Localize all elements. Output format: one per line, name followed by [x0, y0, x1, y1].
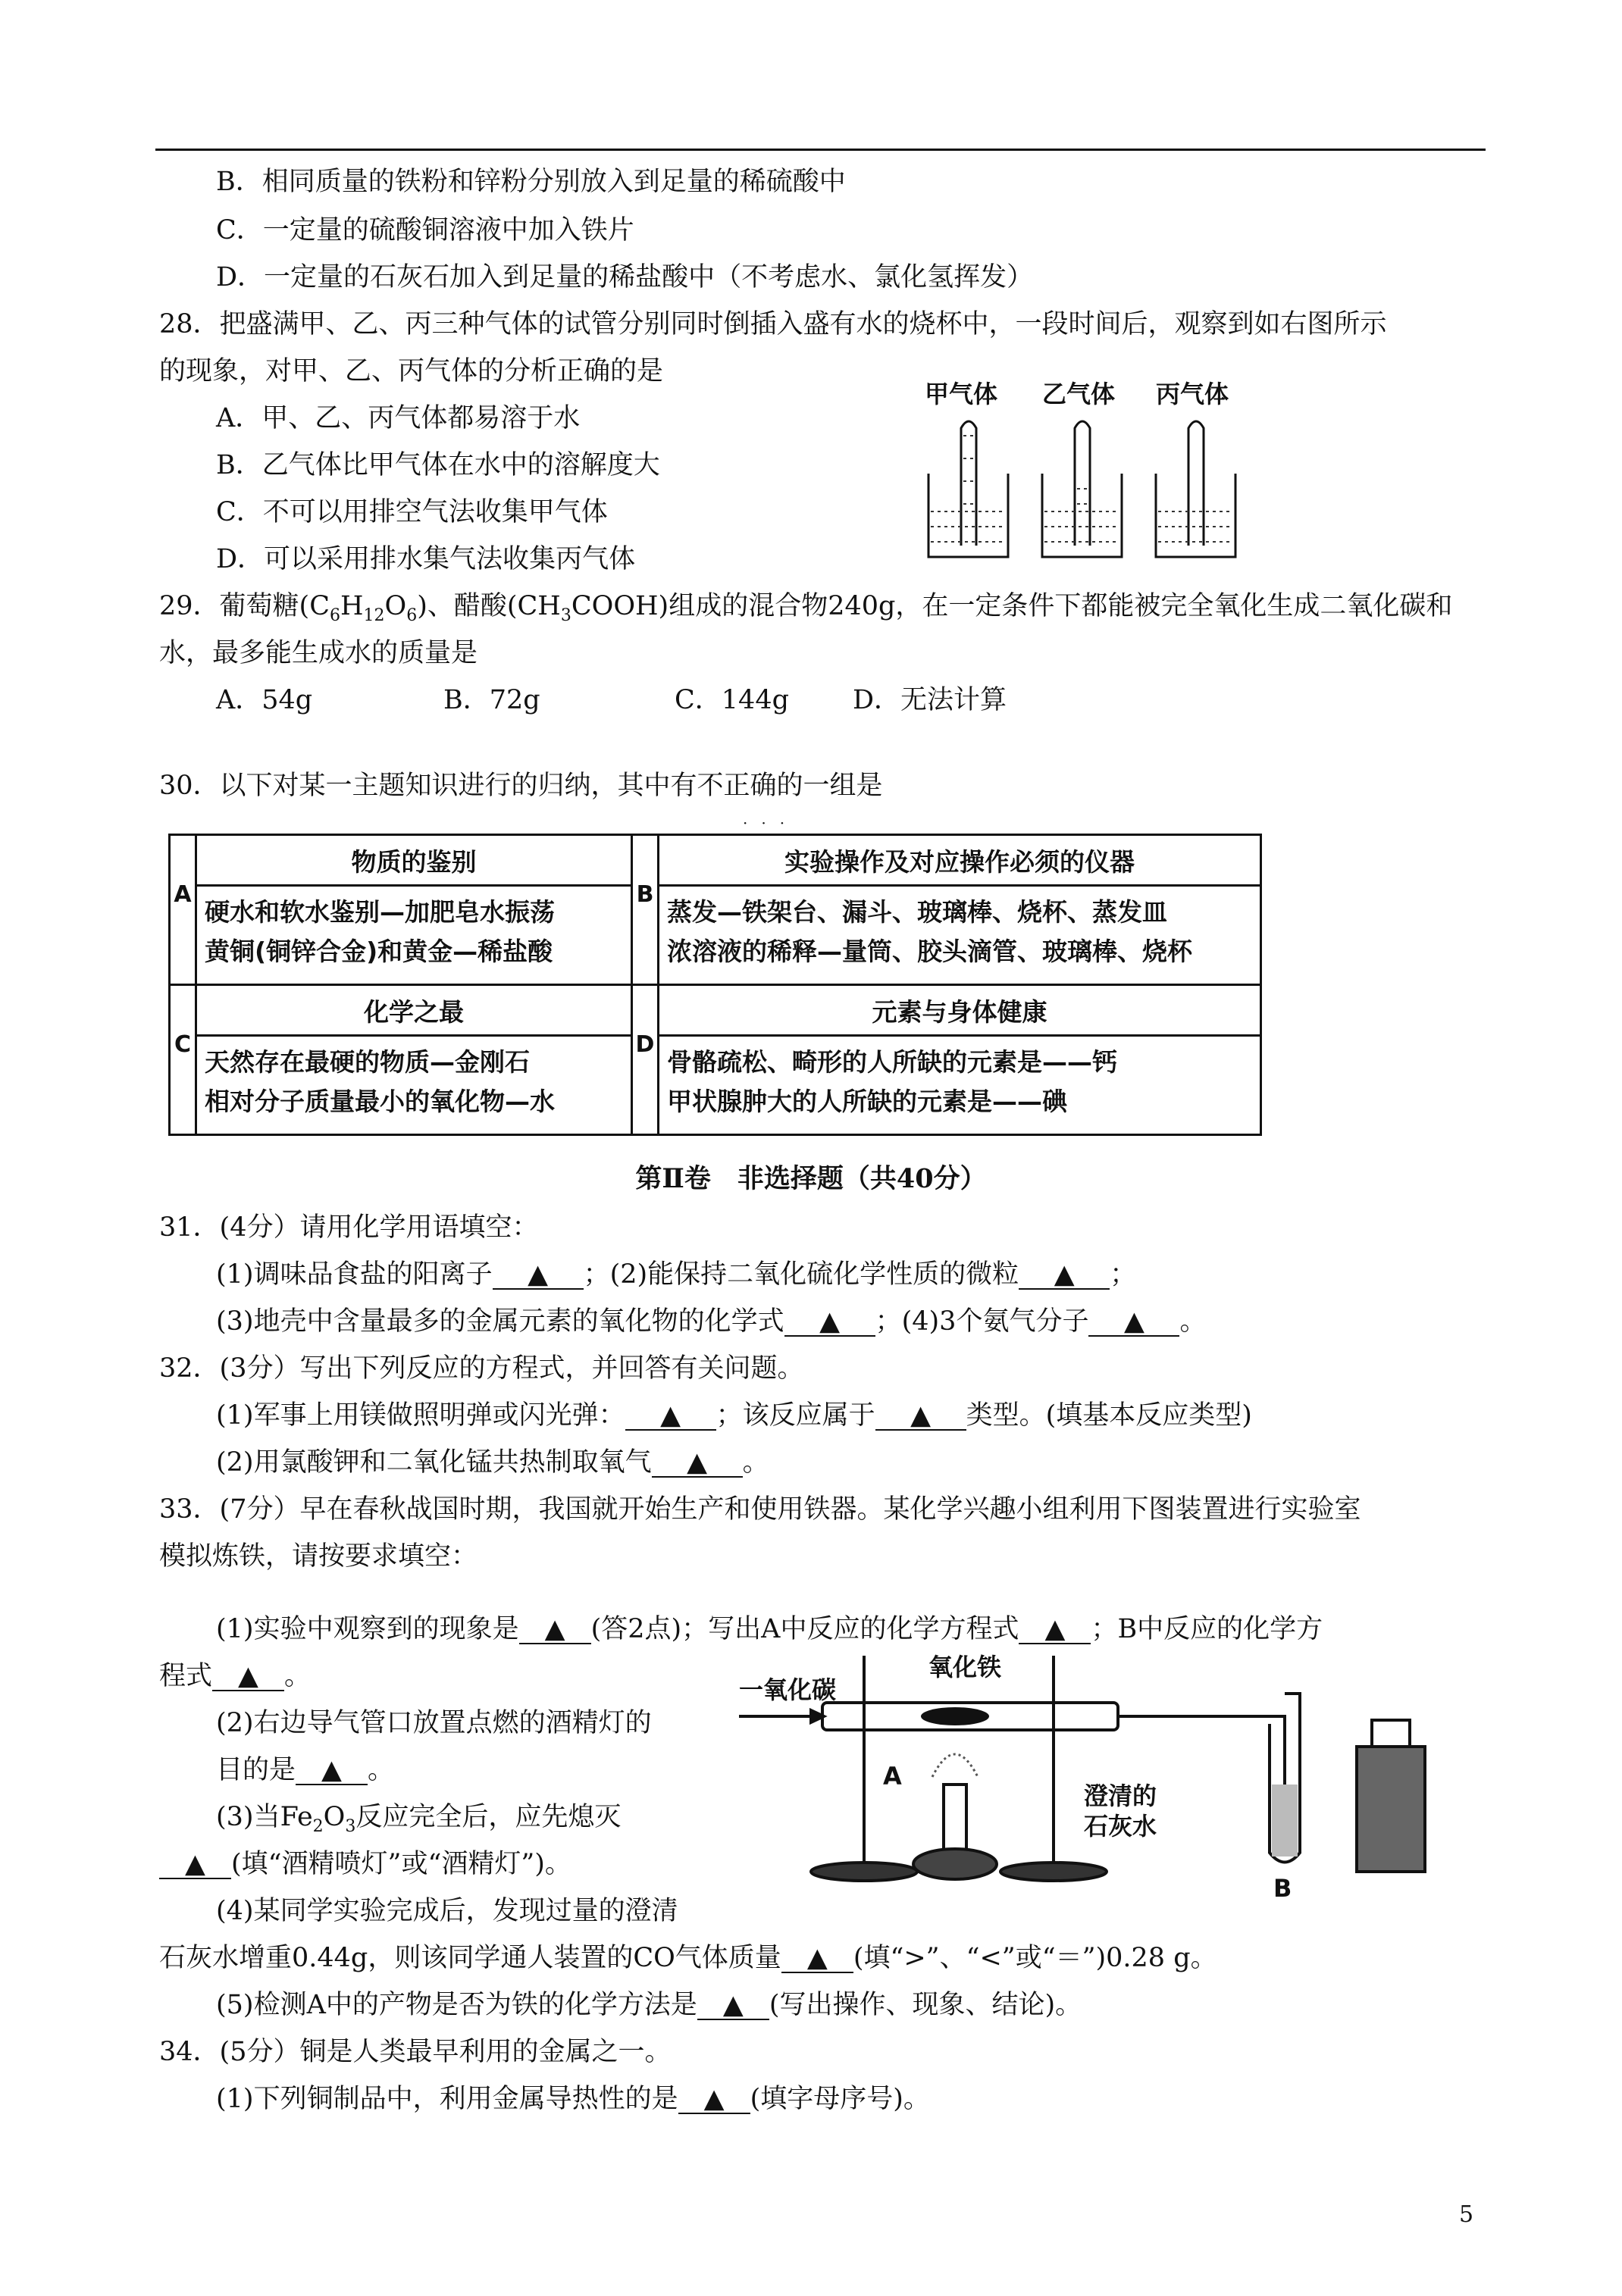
- q33-part4-cont: 石灰水增重0.44g，则该同学通人装置的CO气体质量 ▲ (填“>”、“<”或“＝”)0.28 g。: [159, 1943, 1217, 1973]
- cell-head-b: 实验操作及对应操作必须的仪器: [659, 835, 1261, 886]
- q27-option-b: B．相同质量的铁粉和锌粉分别放入到足量的稀硫酸中: [216, 167, 846, 197]
- q27-option-d: D．一定量的石灰石加入到足量的稀盐酸中（不考虑水、氯化氢挥发）: [216, 262, 1034, 292]
- label-limewater: 澄清的 石灰水: [1084, 1781, 1157, 1841]
- answer-blank[interactable]: ▲: [1088, 1308, 1179, 1337]
- q33-stem-line2: 模拟炼铁，请按要求填空：: [159, 1541, 478, 1572]
- answer-blank[interactable]: ▲: [781, 1944, 853, 1973]
- q31-stem: 31．(4分）请用化学用语填空：: [159, 1212, 539, 1243]
- q32-line2: (2)用氯酸钾和二氧化锰共热制取氧气 ▲ 。: [216, 1447, 769, 1478]
- q28-option-b: B．乙气体比甲气体在水中的溶解度大: [216, 450, 660, 480]
- cell-head-c: 化学之最: [196, 985, 632, 1036]
- q28-stem-line2: 的现象，对甲、乙、丙气体的分析正确的是: [159, 356, 664, 386]
- q33-part1-cont: 程式 ▲ 。: [159, 1661, 312, 1691]
- q30-knowledge-table: [168, 834, 1262, 1136]
- q28-option-d: D．可以采用排水集气法收集丙气体: [216, 544, 636, 574]
- label-a: A: [883, 1762, 902, 1791]
- q33-part4: (4)某同学实验完成后，发现过量的澄清: [216, 1896, 678, 1926]
- label-iron-oxide: 氧化铁: [928, 1653, 1002, 1681]
- q33-part2-cont: 目的是 ▲ 。: [216, 1755, 395, 1785]
- q34-stem: 34．(5分）铜是人类最早利用的金属之一。: [159, 2037, 672, 2067]
- q34-line1: (1)下列铜制品中，利用金属导热性的是 ▲ (填字母序号)。: [216, 2084, 930, 2114]
- q29-stem-line2: 水，最多能生成水的质量是: [159, 638, 478, 668]
- answer-blank[interactable]: ▲: [678, 2085, 750, 2114]
- q32-line1: (1)军事上用镁做照明弹或闪光弹： ▲ ；该反应属于 ▲ 类型。(填基本反应类型): [216, 1400, 1252, 1431]
- ironmaking-apparatus-figure: [739, 1648, 1444, 1906]
- q27-option-c: C．一定量的硫酸铜溶液中加入铁片: [216, 215, 634, 246]
- q29-option-b: B．72g: [443, 685, 540, 715]
- cell-head-a: 物质的鉴别: [196, 835, 632, 886]
- q32-stem: 32．(3分）写出下列反应的方程式，并回答有关问题。: [159, 1353, 804, 1384]
- cell-body-a: 硬水和软水鉴别—加肥皂水振荡 黄铜(铜锌合金)和黄金—稀盐酸: [196, 886, 632, 985]
- answer-blank[interactable]: ▲: [875, 1402, 966, 1431]
- cell-body-c: 天然存在最硬的物质—金刚石 相对分子质量最小的氧化物—水: [196, 1036, 632, 1135]
- q29-option-a: A．54g: [216, 685, 313, 715]
- cell-head-d: 元素与身体健康: [659, 985, 1261, 1036]
- q29-option-c: C．144g: [675, 685, 789, 715]
- q29-option-d: D．无法计算: [853, 685, 1007, 715]
- header-rule: [155, 149, 1486, 151]
- cell-letter-a: A: [170, 835, 196, 985]
- q33-part3: (3)当$Fe_2O_3$反应完全后，应先熄灭: [216, 1802, 622, 1836]
- answer-blank[interactable]: ▲: [652, 1449, 743, 1478]
- q33-part2: (2)右边导气管口放置点燃的酒精灯的: [216, 1708, 652, 1738]
- q33-part3-cont: ▲ (填“酒精喷灯”或“酒精灯”)。: [159, 1847, 571, 1881]
- q33-part5: (5)检测A中的产物是否为铁的化学方法是 ▲ (写出操作、现象、结论)。: [216, 1990, 1082, 2020]
- section-title: 第Ⅱ卷 非选择题（共40分）: [635, 1163, 987, 1194]
- answer-blank[interactable]: ▲: [625, 1402, 716, 1431]
- cell-letter-d: D: [632, 985, 659, 1135]
- label-gas-jia: 甲气体: [925, 380, 998, 408]
- q31-line1: (1)调味品食盐的阳离子 ▲ ；(2)能保持二氧化硫化学性质的微粒 ▲ ；: [216, 1259, 1137, 1290]
- page-number: 5: [1459, 2201, 1474, 2228]
- cell-letter-b: B: [632, 835, 659, 985]
- q28-gas-tubes-figure: [910, 375, 1258, 565]
- emphasis-dots: ···: [743, 814, 799, 832]
- answer-blank[interactable]: ▲: [296, 1756, 368, 1785]
- q33-part1: (1)实验中观察到的现象是 ▲ (答2点)；写出A中反应的化学方程式 ▲ ；B中反应的化学方: [216, 1614, 1323, 1644]
- answer-blank[interactable]: ▲: [1019, 1261, 1110, 1290]
- label-gas-bing: 丙气体: [1156, 380, 1229, 408]
- label-b: B: [1273, 1874, 1292, 1903]
- answer-blank[interactable]: ▲: [493, 1261, 584, 1290]
- q30-stem: 30．以下对某一主题知识进行的归纳，其中有不正确的一组是: [159, 771, 883, 801]
- q29-stem-line1: 29．葡萄糖$(C_6H_{12}O_6)$、醋酸$(CH_3COOH)$组成的混合物240g，在一定条件下都能被完全氧化生成二氧化碳和: [159, 591, 1453, 625]
- cell-letter-c: C: [170, 985, 196, 1135]
- answer-blank[interactable]: ▲: [784, 1308, 875, 1337]
- tubes-drawing: [910, 375, 1258, 565]
- cell-body-d: 骨骼疏松、畸形的人所缺的元素是——钙 甲状腺肿大的人所缺的元素是——碘: [659, 1036, 1261, 1135]
- q28-option-c: C．不可以用排空气法收集甲气体: [216, 497, 608, 527]
- q31-line2: (3)地壳中含量最多的金属元素的氧化物的化学式 ▲ ；(4)3个氨气分子 ▲ 。: [216, 1306, 1207, 1337]
- apparatus-drawing: [739, 1648, 1444, 1906]
- answer-blank[interactable]: ▲: [212, 1663, 284, 1691]
- answer-blank[interactable]: ▲: [159, 1850, 231, 1879]
- label-carbon-monoxide: 一氧化碳: [739, 1675, 837, 1704]
- answer-blank[interactable]: ▲: [1019, 1616, 1091, 1644]
- q28-option-a: A．甲、乙、丙气体都易溶于水: [216, 403, 581, 433]
- cell-body-b: 蒸发—铁架台、漏斗、玻璃棒、烧杯、蒸发皿 浓溶液的稀释—量筒、胶头滴管、玻璃棒、烧杯: [659, 886, 1261, 985]
- label-gas-yi: 乙气体: [1042, 380, 1116, 408]
- answer-blank[interactable]: ▲: [697, 1991, 769, 2020]
- q28-stem-line1: 28．把盛满甲、乙、丙三种气体的试管分别同时倒插入盛有水的烧杯中，一段时间后，观察到如右图所示: [159, 309, 1387, 339]
- q33-stem-line1: 33．(7分）早在春秋战国时期，我国就开始生产和使用铁器。某化学兴趣小组利用下图装置进行实验室: [159, 1494, 1361, 1525]
- answer-blank[interactable]: ▲: [519, 1616, 591, 1644]
